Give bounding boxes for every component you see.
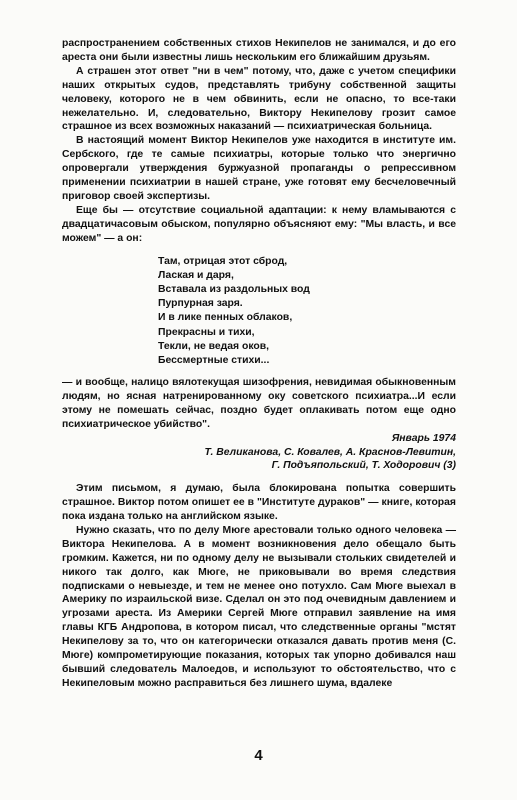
poem-line: Там, отрицая этот сброд, <box>158 255 288 267</box>
poem-line: Лаская и даря, <box>158 269 234 281</box>
paragraph: В настоящий момент Виктор Некипелов уже находится в институте им. Сербского, где те самые психиатры, которые только что энергично опровергали утверждения буржуазной пропаганды о репрессивном применении психиатрии в нашей стране, уже готовят ему бесчеловечный приговор своей экспертизы. <box>62 135 456 202</box>
paragraph: Этим письмом, я думаю, была блокирована попытка совершить страшное. Виктор потом опишет ее в "Институте дураков" — книге, которая пока издана только на английском языке. <box>62 483 456 523</box>
signature-names-2: Г. Подъяпольский, Т. Ходорович (3) <box>271 460 456 472</box>
text-column <box>62 37 456 691</box>
paragraph: Нужно сказать, что по делу Мюге арестовали только одного человека — Виктора Некипелова. А в момент возникновения дело обещало быть громким. Кажется, ни по одному делу не вызывали стольких свидетелей и никого так долго, как Мюге, не приковывали во время следствия подписками о невыезде, и тем не менее оно потухло. Сам Мюге выехал в Америку по израильской визе. Сделал он это под очевидным давлением и угрозами ареста. Из Америки Сергей Мюге отправил заявление на имя главы КГБ Андропова, в котором писал, что следственные органы "мстят Некипелову за то, что он категорически отказался давать против меня (С. Мюге) компрометирующие показания, которых так упорно добивался наш бывший следователь Малоедов, и используют то обстоятельство, что с Некипеловым можно расправиться без лишнего шума, вдалеке <box>62 524 456 689</box>
poem-line: Прекрасны и тихи, <box>158 326 255 338</box>
poem-line: Бессмертные стихи... <box>158 355 270 367</box>
paragraph-after-poem: — и вообще, налицо вялотекущая шизофрения, невидимая обыкновенным людям, но ясная натренированному оку советского психиатра...И если этому не помешать сейчас, поздно будет оплакивать потом еще одно психиатрическое убийство". <box>62 377 456 430</box>
poem-line: Пурпурная заря. <box>158 298 243 310</box>
poem-line: И в лике пенных облаков, <box>158 312 293 324</box>
paragraph: А страшен этот ответ "ни в чем" потому, что, даже с учетом специфики наших открытых судов, представлять трибуну собственной защиты человеку, которого не в чем обвинить, если не опасно, то все-таки нежелательно. И, следовательно, Виктору Некипелову грозит самое страшное из всех возможных наказаний — психиатрическая больница. <box>62 65 456 133</box>
signature-date: Январь 1974 <box>391 432 456 444</box>
poem-line: Текли, не ведая оков, <box>158 340 270 352</box>
paragraph-continuation: распространением собственных стихов Некипелов не занимался, и до его ареста они были известны лишь нескольким его ближайшим друзьям. <box>62 38 456 63</box>
poem-line: Вставала из раздольных вод <box>158 284 310 295</box>
paragraph: Еще бы — отсутствие социальной адаптации: к нему вламываются с двадцатичасовым обыском, популярно объясняют ему: "Мы власть, и все можем" — а он: <box>62 204 456 244</box>
poem-block <box>158 255 456 369</box>
page-number: 4 <box>254 747 263 764</box>
signature-names-1: Т. Великанова, С. Ковалев, А. Краснов-Левитин, <box>204 446 456 458</box>
signature-block <box>62 432 456 473</box>
